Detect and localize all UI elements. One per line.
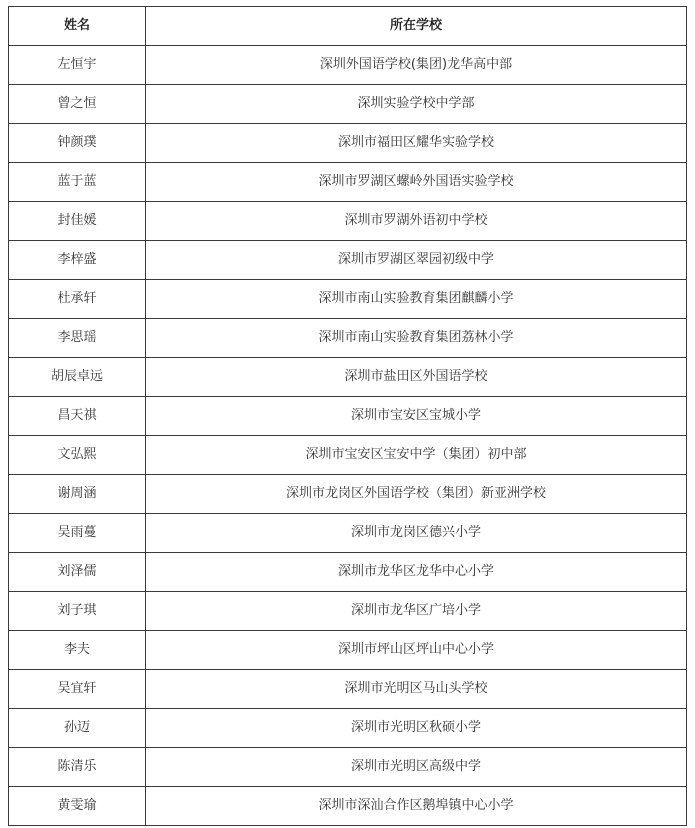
student-name-cell: 胡辰卓远 (9, 358, 146, 397)
student-name-cell: 杜承轩 (9, 280, 146, 319)
table-row (9, 553, 687, 592)
school-name-cell: 深圳市坪山区坪山中心小学 (146, 631, 687, 670)
school-name-cell: 深圳外国语学校(集团)龙华高中部 (146, 46, 687, 85)
student-name-cell: 吴雨蔓 (9, 514, 146, 553)
table-row (9, 124, 687, 163)
school-name-cell: 深圳市光明区马山头学校 (146, 670, 687, 709)
school-name-cell: 深圳市罗湖区螺岭外国语实验学校 (146, 163, 687, 202)
student-name-cell: 刘泽儒 (9, 553, 146, 592)
school-name-cell: 深圳实验学校中学部 (146, 85, 687, 124)
table-row (9, 397, 687, 436)
student-name-cell: 左恒宇 (9, 46, 146, 85)
table-row (9, 787, 687, 826)
table-row (9, 85, 687, 124)
table-body (9, 46, 687, 826)
student-name-cell: 李夫 (9, 631, 146, 670)
table-row (9, 475, 687, 514)
table-row (9, 631, 687, 670)
table-row (9, 241, 687, 280)
table-row (9, 514, 687, 553)
table-row (9, 163, 687, 202)
school-name-cell: 深圳市盐田区外国语学校 (146, 358, 687, 397)
school-name-cell: 深圳市龙华区广培小学 (146, 592, 687, 631)
table-row (9, 709, 687, 748)
table-row (9, 319, 687, 358)
student-school-table (8, 6, 687, 826)
student-name-cell: 文弘熙 (9, 436, 146, 475)
student-name-cell: 刘子琪 (9, 592, 146, 631)
student-name-cell: 昌天祺 (9, 397, 146, 436)
student-name-cell: 钟颜璞 (9, 124, 146, 163)
school-name-cell: 深圳市龙华区龙华中心小学 (146, 553, 687, 592)
student-name-cell: 吴宜轩 (9, 670, 146, 709)
table-row (9, 436, 687, 475)
header-row (9, 7, 687, 46)
student-name-cell: 李思瑶 (9, 319, 146, 358)
student-name-cell: 孙迈 (9, 709, 146, 748)
school-name-cell: 深圳市龙岗区外国语学校（集团）新亚洲学校 (146, 475, 687, 514)
student-name-cell: 蓝于蓝 (9, 163, 146, 202)
school-name-cell: 深圳市宝安区宝安中学（集团）初中部 (146, 436, 687, 475)
school-name-cell: 深圳市南山实验教育集团麒麟小学 (146, 280, 687, 319)
student-name-cell: 曾之恒 (9, 85, 146, 124)
table-row (9, 592, 687, 631)
school-name-cell: 深圳市福田区耀华实验学校 (146, 124, 687, 163)
table-row (9, 358, 687, 397)
school-column-header: 所在学校 (146, 7, 687, 46)
table-header (9, 7, 687, 46)
student-name-cell: 谢周涵 (9, 475, 146, 514)
student-name-cell: 陈清乐 (9, 748, 146, 787)
school-name-cell: 深圳市罗湖区翠园初级中学 (146, 241, 687, 280)
school-name-cell: 深圳市深汕合作区鹅埠镇中心小学 (146, 787, 687, 826)
table-row (9, 202, 687, 241)
table-row (9, 670, 687, 709)
name-column-header: 姓名 (9, 7, 146, 46)
school-name-cell: 深圳市宝安区宝城小学 (146, 397, 687, 436)
school-name-cell: 深圳市光明区秋硕小学 (146, 709, 687, 748)
table-row (9, 46, 687, 85)
student-name-cell: 封佳媛 (9, 202, 146, 241)
school-name-cell: 深圳市光明区高级中学 (146, 748, 687, 787)
school-name-cell: 深圳市南山实验教育集团荔林小学 (146, 319, 687, 358)
school-name-cell: 深圳市罗湖外语初中学校 (146, 202, 687, 241)
school-name-cell: 深圳市龙岗区德兴小学 (146, 514, 687, 553)
student-name-cell: 李梓盛 (9, 241, 146, 280)
student-name-cell: 黄雯瑜 (9, 787, 146, 826)
table-row (9, 748, 687, 787)
table-row (9, 280, 687, 319)
